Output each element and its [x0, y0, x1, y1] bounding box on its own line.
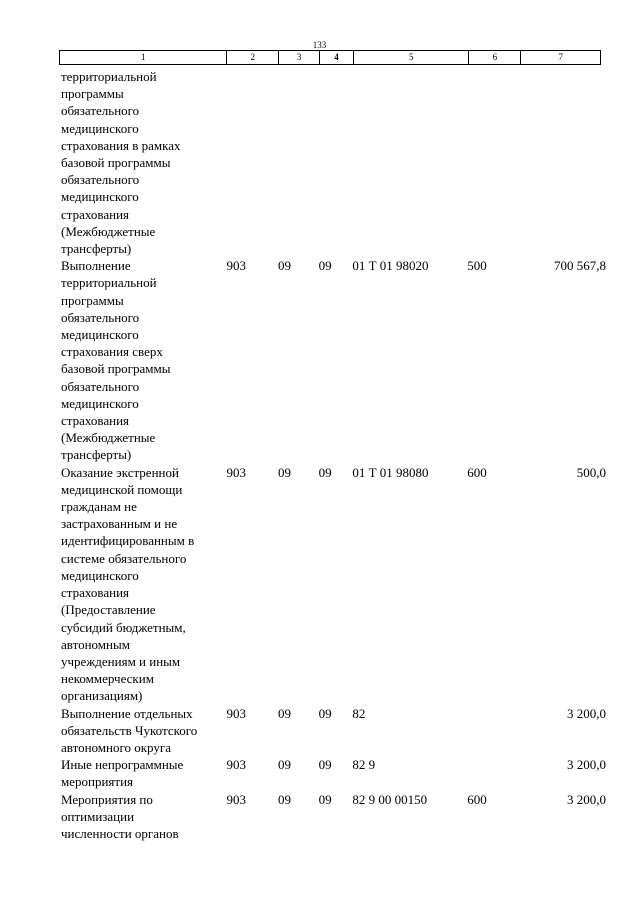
- expense-type-cell: 600: [467, 464, 487, 480]
- item-name-line: (Межбюджетные: [61, 223, 156, 239]
- item-name-line: медицинского: [61, 120, 139, 136]
- header-col-7: 7: [558, 52, 563, 62]
- item-name-line: обязательного: [61, 172, 140, 188]
- item-name-line: системе обязательного: [61, 550, 187, 566]
- section-code-cell: 09: [278, 757, 292, 773]
- table-row: [61, 464, 606, 705]
- item-name-cell: [61, 257, 227, 463]
- gr-code-cell: 903: [226, 791, 246, 807]
- section-code-cell: 09: [278, 791, 292, 807]
- gr-code-cell: 903: [226, 705, 246, 721]
- item-name-line: численности органов: [61, 825, 179, 841]
- item-name-line: медицинского: [61, 327, 139, 343]
- item-name-line: территориальной: [61, 275, 157, 291]
- item-name-line: Выполнение: [61, 258, 131, 274]
- target-article-cell: 82: [352, 705, 366, 721]
- budget-table-body: [61, 68, 606, 842]
- amount-cell: 500,0: [576, 464, 607, 480]
- target-article-cell: 01 Т 01 98080: [352, 464, 429, 480]
- item-name-line: базовой программы: [61, 155, 171, 171]
- item-name-line: гражданам не: [61, 499, 137, 515]
- item-name-line: трансферты): [61, 241, 132, 257]
- column-number-header: [59, 50, 601, 65]
- target-article-cell: 01 Т 01 98020: [352, 258, 429, 274]
- item-name-line: страхования: [61, 585, 130, 601]
- item-name-line: страхования: [61, 206, 130, 222]
- item-name-line: территориальной: [61, 69, 157, 84]
- item-name-cell: [61, 464, 227, 705]
- item-name-cell: [61, 791, 227, 843]
- header-col-5: 5: [354, 51, 470, 64]
- target-article-cell: 82 9 00 00150: [352, 791, 428, 807]
- table-row: [61, 68, 606, 257]
- item-name-line: Оказание экстренной: [61, 464, 179, 480]
- page-number: 133: [312, 40, 327, 50]
- item-name-cell: [61, 705, 227, 757]
- item-name-cell: [61, 68, 227, 257]
- gr-code-cell: 903: [226, 757, 246, 773]
- item-name-line: страхования: [61, 413, 130, 429]
- item-name-line: идентифицированным в: [61, 533, 195, 549]
- header-col-3: 3: [279, 51, 320, 64]
- header-col-6: 6: [469, 51, 521, 64]
- table-row: [61, 791, 606, 843]
- item-name-line: обязательного: [61, 309, 140, 325]
- subsection-code-cell: 09: [318, 791, 332, 807]
- amount-cell: 3 200,0: [567, 705, 607, 721]
- item-name-line: учреждениям и иным: [61, 653, 181, 669]
- amount-cell: 3 200,0: [567, 791, 607, 807]
- item-name-cell: [61, 756, 227, 790]
- header-col-4: 4: [320, 51, 354, 64]
- subsection-code-cell: 09: [318, 757, 332, 773]
- gr-code-cell: 903: [226, 464, 246, 480]
- amount-cell: 3 200,0: [567, 757, 607, 773]
- table-row: [61, 257, 606, 463]
- item-name-line: медицинского: [61, 189, 139, 205]
- expense-type-cell: 500: [467, 258, 487, 274]
- subsection-code-cell: 09: [318, 258, 332, 274]
- item-name-line: застрахованным и не: [61, 516, 178, 532]
- table-row: [61, 705, 606, 757]
- item-name-line: страхования сверх: [61, 344, 163, 360]
- expense-type-cell: 600: [467, 791, 487, 807]
- item-name-line: обязательного: [61, 103, 140, 119]
- subsection-code-cell: 09: [318, 705, 332, 721]
- item-name-line: Выполнение отдельных: [61, 705, 193, 721]
- item-name-line: мероприятия: [61, 774, 134, 790]
- item-name-line: (Межбюджетные: [61, 430, 156, 446]
- item-name-line: (Предоставление: [61, 602, 156, 618]
- item-name-line: организациям): [61, 688, 143, 704]
- item-name-line: автономным: [61, 636, 130, 652]
- item-name-line: автономного округа: [61, 739, 171, 755]
- item-name-line: медицинского: [61, 567, 139, 583]
- item-name-line: программы: [61, 86, 124, 102]
- target-article-cell: 82 9: [352, 757, 376, 773]
- section-code-cell: 09: [278, 705, 292, 721]
- item-name-line: программы: [61, 292, 124, 308]
- item-name-line: трансферты): [61, 447, 132, 463]
- header-col-1: 1: [60, 51, 227, 64]
- subsection-code-cell: 09: [318, 464, 332, 480]
- item-name-line: медицинского: [61, 395, 139, 411]
- item-name-line: Иные непрограммные: [61, 757, 184, 773]
- item-name-line: обязательств Чукотского: [61, 722, 198, 738]
- item-name-line: медицинской помощи: [61, 481, 183, 497]
- item-name-line: обязательного: [61, 378, 140, 394]
- header-col-2: 2: [227, 51, 279, 64]
- gr-code-cell: 903: [226, 258, 246, 274]
- item-name-line: субсидий бюджетным,: [61, 619, 186, 635]
- item-name-line: Мероприятия по: [61, 791, 153, 807]
- item-name-line: оптимизации: [61, 808, 135, 824]
- section-code-cell: 09: [278, 464, 292, 480]
- section-code-cell: 09: [278, 258, 292, 274]
- item-name-line: страхования в рамках: [61, 137, 181, 153]
- item-name-line: базовой программы: [61, 361, 171, 377]
- item-name-line: некоммерческим: [61, 671, 154, 687]
- amount-cell: 700 567,8: [554, 258, 607, 274]
- table-row: [61, 756, 606, 790]
